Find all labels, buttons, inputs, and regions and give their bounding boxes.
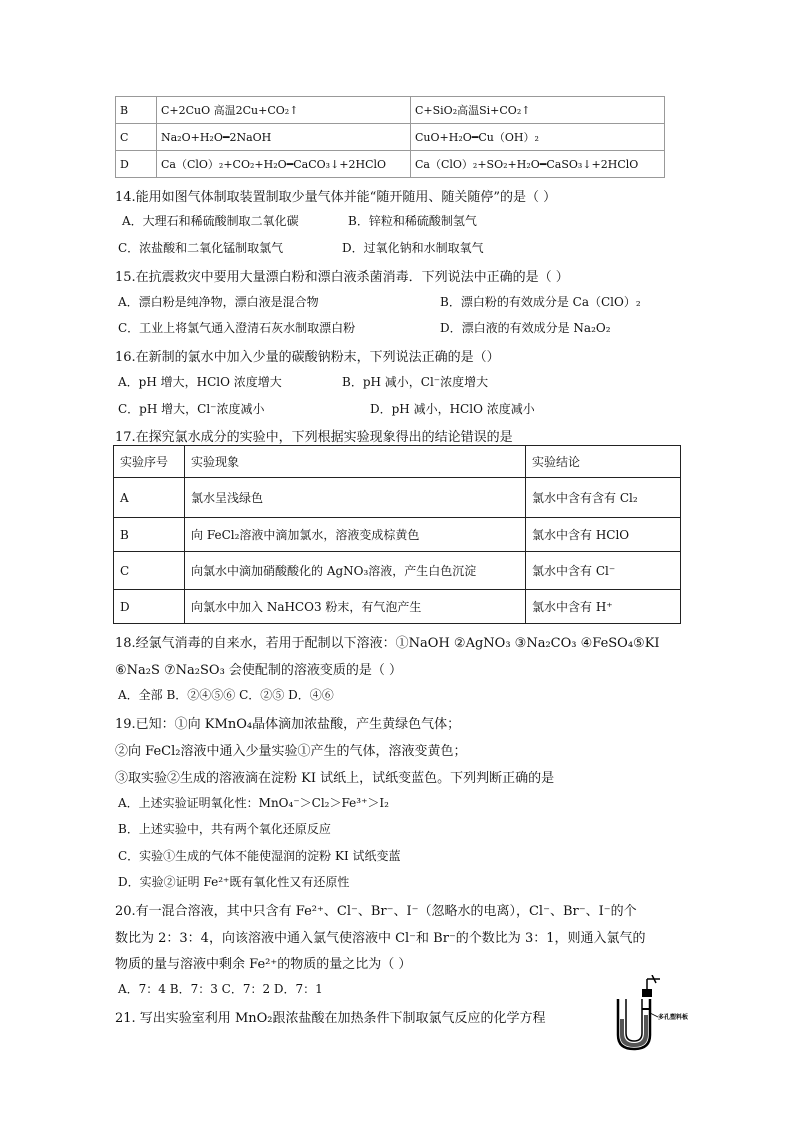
q14-stem: 14.能用如图气体制取装置制取少量气体并能“随开随用、随关随停”的是（ ） — [115, 190, 557, 205]
q14-option-a: A．大理石和稀硫酸制取二氧化碳 — [122, 214, 299, 228]
cell-id: B — [114, 518, 185, 552]
cell-phenomenon: 氯水呈浅绿色 — [185, 478, 526, 518]
table-row — [114, 518, 681, 552]
q15-option-a: A．漂白粉是纯净物，漂白液是混合物 — [118, 295, 319, 309]
row-label: B — [116, 97, 157, 124]
cell-phenomenon: 向氯水中加入 NaHCO3 粉末，有气泡产生 — [185, 590, 526, 624]
cell-id: A — [114, 478, 185, 518]
experiment-table — [113, 445, 681, 624]
u-tube-apparatus-diagram — [612, 975, 712, 1055]
q15-option-b: B．漂白粉的有效成分是 Ca（ClO）₂ — [440, 295, 641, 309]
table-row — [116, 97, 665, 124]
table-header-row — [114, 446, 681, 478]
q20-options: A．7：4 B．7：3 C．7：2 D．7：1 — [118, 982, 323, 996]
cell-conclusion: 氯水中含有含有 Cl₂ — [526, 478, 681, 518]
q20-line-1: 20.有一混合溶液，其中只含有 Fe²⁺、Cl⁻、Br⁻、I⁻（忽略水的电离），Cl⁻、Br⁻、I⁻的个 — [115, 904, 637, 919]
header-conclusion: 实验结论 — [526, 446, 681, 478]
q14-option-b: B．锌粒和稀硫酸制氢气 — [348, 214, 477, 228]
header-phenomenon: 实验现象 — [185, 446, 526, 478]
q16-option-c: C．pH 增大，Cl⁻浓度减小 — [118, 402, 265, 416]
q19-line-2: ②向 FeCl₂溶液中通入少量实验①产生的气体，溶液变黄色； — [115, 744, 467, 759]
q14-option-d: D．过氧化钠和水制取氧气 — [342, 241, 484, 255]
cell-id: D — [114, 590, 185, 624]
cell-phenomenon: 向氯水中滴加硝酸酸化的 AgNO₃溶液，产生白色沉淀 — [185, 552, 526, 590]
q20-line-2: 数比为 2：3：4，向该溶液中通入氯气使溶液中 Cl⁻和 Br⁻的个数比为 3：1，则通入氯气的 — [115, 931, 646, 946]
q15-stem: 15.在抗震救灾中要用大量漂白粉和漂白液杀菌消毒．下列说法中正确的是（ ） — [115, 270, 569, 285]
figure-label: 多孔塑料板 — [658, 1014, 689, 1021]
q15-option-d: D．漂白液的有效成分是 Na₂O₂ — [440, 321, 611, 335]
q19-line-3: ③取实验②生成的溶液滴在淀粉 KI 试纸上，试纸变蓝色。下列判断正确的是 — [115, 771, 555, 786]
table-row — [114, 552, 681, 590]
table-row — [114, 478, 681, 518]
row-left: Na₂O+H₂O━2NaOH — [157, 124, 411, 151]
cell-id: C — [114, 552, 185, 590]
table-row — [116, 124, 665, 151]
row-right: C+SiO₂高温Si+CO₂↑ — [411, 97, 665, 124]
q18-options: A．全部 B．②④⑤⑥ C．②⑤ D．④⑥ — [118, 688, 334, 702]
q16-stem: 16.在新制的氯水中加入少量的碳酸钠粉末，下列说法正确的是（） — [115, 350, 500, 365]
q16-option-b: B．pH 减小，Cl⁻浓度增大 — [342, 375, 489, 389]
q20-line-3: 物质的量与溶液中剩余 Fe²⁺的物质的量之比为（ ） — [115, 957, 412, 972]
row-left: Ca（ClO）₂+CO₂+H₂O━CaCO₃↓+2HClO — [157, 151, 411, 178]
q19-option-c: C．实验①生成的气体不能使湿润的淀粉 KI 试纸变蓝 — [118, 849, 401, 863]
q18-line-2: ⑥Na₂S ⑦Na₂SO₃ 会使配制的溶液变质的是（ ） — [115, 663, 403, 678]
cell-conclusion: 氯水中含有 HClO — [526, 518, 681, 552]
q16-option-a: A．pH 增大，HClO 浓度增大 — [118, 375, 282, 389]
table-row — [114, 590, 681, 624]
q18-line-1: 18.经氯气消毒的自来水，若用于配制以下溶液：①NaOH ②AgNO₃ ③Na₂CO₃ ④FeSO₄⑤KI — [115, 636, 660, 651]
q19-option-d: D．实验②证明 Fe²⁺既有氧化性又有还原性 — [118, 875, 350, 889]
q19-line-1: 19.已知：①向 KMnO₄晶体滴加浓盐酸，产生黄绿色气体； — [115, 717, 461, 732]
q19-option-b: B．上述实验中，共有两个氧化还原反应 — [118, 822, 331, 836]
row-label: D — [116, 151, 157, 178]
cell-conclusion: 氯水中含有 H⁺ — [526, 590, 681, 624]
q21-stem: 21. 写出实验室利用 MnO₂跟浓盐酸在加热条件下制取氯气反应的化学方程 — [115, 1011, 546, 1026]
cell-phenomenon: 向 FeCl₂溶液中滴加氯水，溶液变成棕黄色 — [185, 518, 526, 552]
reaction-table — [115, 96, 665, 178]
q14-option-c: C．浓盐酸和二氧化锰制取氯气 — [118, 241, 284, 255]
row-left: C+2CuO 高温2Cu+CO₂↑ — [157, 97, 411, 124]
q15-option-c: C．工业上将氯气通入澄清石灰水制取漂白粉 — [118, 321, 356, 335]
cell-conclusion: 氯水中含有 Cl⁻ — [526, 552, 681, 590]
header-id: 实验序号 — [114, 446, 185, 478]
q17-stem: 17.在探究氯水成分的实验中，下列根据实验现象得出的结论错误的是 — [115, 430, 513, 445]
row-label: C — [116, 124, 157, 151]
table-row — [116, 151, 665, 178]
row-right: Ca（ClO）₂+SO₂+H₂O━CaSO₃↓+2HClO — [411, 151, 665, 178]
q16-option-d: D．pH 减小，HClO 浓度减小 — [370, 402, 535, 416]
row-right: CuO+H₂O━Cu（OH）₂ — [411, 124, 665, 151]
q19-option-a: A．上述实验证明氧化性：MnO₄⁻＞Cl₂＞Fe³⁺＞I₂ — [118, 796, 389, 810]
